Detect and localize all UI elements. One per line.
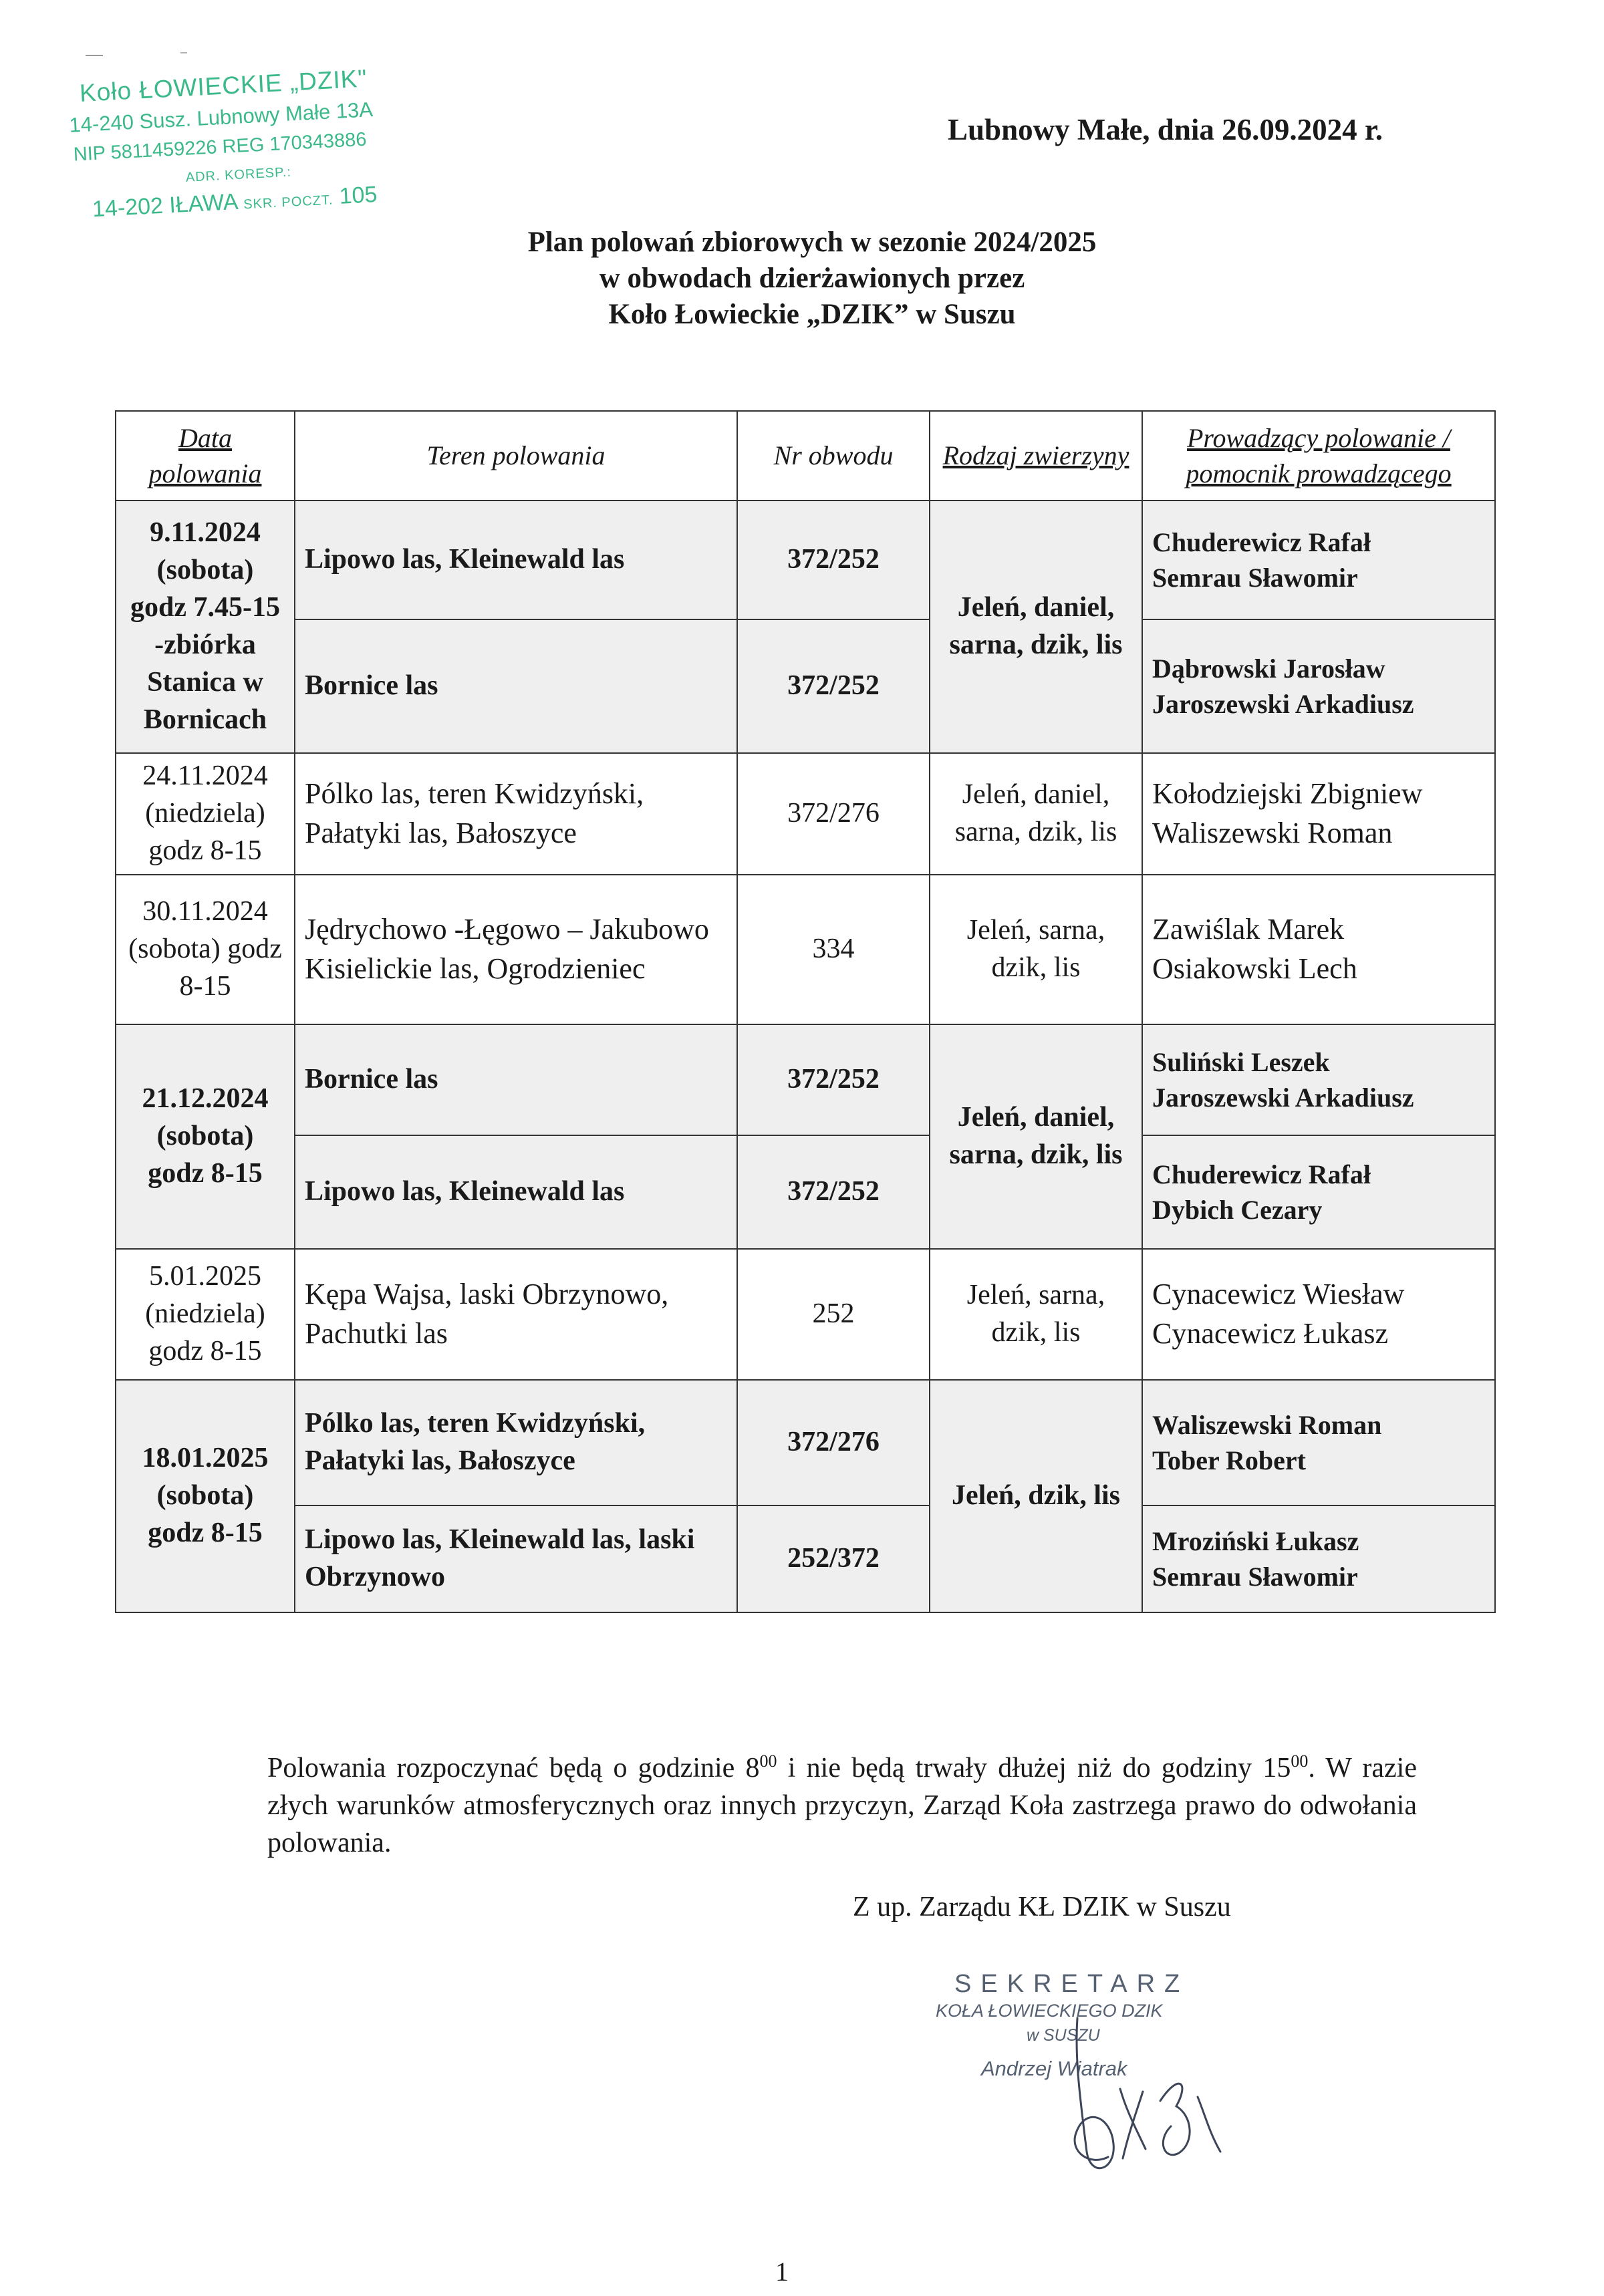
table-row bbox=[116, 753, 1495, 875]
hunt-game: Jeleń, daniel, sarna, dzik, lis bbox=[930, 500, 1142, 753]
stamp-line: NIP 5811459226 REG 170343886 bbox=[73, 128, 368, 166]
hunt-area: Bornice las bbox=[295, 1024, 737, 1135]
header-leader bbox=[1142, 411, 1495, 500]
stamp-city: 14-202 IŁAWA bbox=[92, 188, 238, 223]
hunt-district: 372/252 bbox=[737, 1135, 930, 1249]
table-row bbox=[116, 619, 1495, 753]
hunt-area: Bornice las bbox=[295, 619, 737, 753]
table-row bbox=[116, 500, 1495, 619]
stamp-line bbox=[92, 182, 378, 223]
hunt-leaders bbox=[1142, 1024, 1495, 1135]
note-superscript: 00 bbox=[1291, 1751, 1309, 1771]
leader-name: Kołodziejski Zbigniew bbox=[1152, 777, 1423, 811]
assistant-name: Semrau Sławomir bbox=[1152, 563, 1358, 593]
hunt-area: Lipowo las, Kleinewald las bbox=[295, 500, 737, 619]
hunt-schedule-table bbox=[115, 410, 1496, 1613]
schedule-note bbox=[267, 1743, 1417, 1862]
hunt-leaders bbox=[1142, 875, 1495, 1024]
hunt-leaders bbox=[1142, 500, 1495, 619]
table-row bbox=[116, 1505, 1495, 1612]
stamp-box-label: SKR. POCZT. bbox=[243, 192, 334, 212]
hunt-district: 372/252 bbox=[737, 500, 930, 619]
place-and-date: Lubnowy Małe, dnia 26.09.2024 r. bbox=[948, 113, 1383, 146]
table-header-row bbox=[116, 411, 1495, 500]
leader-name: Dąbrowski Jarosław bbox=[1152, 653, 1385, 684]
leader-name: Waliszewski Roman bbox=[1152, 1409, 1382, 1440]
hunt-date: 18.01.2025 (sobota) godz 8-15 bbox=[116, 1380, 295, 1612]
table-row bbox=[116, 875, 1495, 1024]
table-row bbox=[116, 1135, 1495, 1249]
table-row bbox=[116, 1024, 1495, 1135]
assistant-name: Tober Robert bbox=[1152, 1445, 1306, 1475]
hunt-district: 334 bbox=[737, 875, 930, 1024]
hunt-area: Jędrychowo -Łęgowo – Jakubowo Kisielickie las, Ogrodzieniec bbox=[295, 875, 737, 1024]
table-row bbox=[116, 1249, 1495, 1380]
assistant-name: Jaroszewski Arkadiusz bbox=[1152, 1083, 1414, 1113]
hunt-date: 9.11.2024 (sobota) godz 7.45-15 -zbiórka Stanica w Bornicach bbox=[116, 500, 295, 753]
handwritten-signature bbox=[922, 1958, 1323, 2185]
title-line: Plan polowań zbiorowych w sezonie 2024/2025 bbox=[527, 227, 1097, 258]
stamp-line: KOŁA ŁOWIECKIEGO DZIK bbox=[936, 2001, 1163, 2021]
leader-name: Chuderewicz Rafał bbox=[1152, 527, 1371, 557]
hunt-area: Lipowo las, Kleinewald las, laski Obrzynowo bbox=[295, 1505, 737, 1612]
organization-stamp bbox=[67, 61, 449, 247]
note-text: . W razie złych warunków atmosferycznych oraz innych przyczyn, Zarząd Koła zastrzega prawo do odwołania polowania. bbox=[267, 1753, 1417, 1858]
hunt-date: 21.12.2024 (sobota) godz 8-15 bbox=[116, 1024, 295, 1249]
title-line: w obwodach dzierżawionych przez bbox=[599, 263, 1025, 294]
stamp-line: Koło ŁOWIECKIE „DZIK" bbox=[78, 64, 368, 108]
hunt-game: Jeleń, daniel, sarna, dzik, lis bbox=[930, 1024, 1142, 1249]
hunt-area: Pólko las, teren Kwidzyński, Pałatyki las, Bałoszyce bbox=[295, 753, 737, 875]
hunt-game: Jeleń, dzik, lis bbox=[930, 1380, 1142, 1612]
stamp-line: SEKRETARZ bbox=[954, 1970, 1190, 1998]
hunt-district: 372/252 bbox=[737, 619, 930, 753]
document-title bbox=[401, 225, 1223, 333]
leader-name: Chuderewicz Rafał bbox=[1152, 1159, 1371, 1189]
header-date bbox=[116, 411, 295, 500]
hunt-leaders bbox=[1142, 1380, 1495, 1505]
hunt-district: 252 bbox=[737, 1249, 930, 1380]
hunt-leaders bbox=[1142, 753, 1495, 875]
hunt-date: 5.01.2025 (niedziela) godz 8-15 bbox=[116, 1249, 295, 1380]
hunt-area: Kępa Wajsa, laski Obrzynowo, Pachutki las bbox=[295, 1249, 737, 1380]
leader-name: Cynacewicz Wiesław bbox=[1152, 1278, 1405, 1311]
signature-stamp bbox=[922, 1958, 1323, 2185]
hunt-leaders bbox=[1142, 619, 1495, 753]
header-area: Teren polowania bbox=[295, 411, 737, 500]
assistant-name: Dybich Cezary bbox=[1152, 1195, 1323, 1225]
note-text: i nie będą trwały dłużej niż do godziny 15 bbox=[777, 1753, 1291, 1783]
assistant-name: Jaroszewski Arkadiusz bbox=[1152, 689, 1414, 719]
hunt-area: Lipowo las, Kleinewald las bbox=[295, 1135, 737, 1249]
hunt-game: Jeleń, daniel, sarna, dzik, lis bbox=[930, 753, 1142, 875]
hunt-district: 372/252 bbox=[737, 1024, 930, 1135]
stamp-line: ADR. KORESP.: bbox=[185, 164, 292, 185]
assistant-name: Waliszewski Roman bbox=[1152, 817, 1393, 849]
header-game-label: Rodzaj zwierzyny bbox=[942, 440, 1129, 471]
hunt-district: 252/372 bbox=[737, 1505, 930, 1612]
leader-name: Zawiślak Marek bbox=[1152, 913, 1345, 946]
stamp-line: w SUSZU bbox=[1027, 2026, 1100, 2045]
hunt-leaders bbox=[1142, 1505, 1495, 1612]
leader-name: Mroziński Łukasz bbox=[1152, 1526, 1359, 1556]
header-game bbox=[930, 411, 1142, 500]
hunt-date: 24.11.2024 (niedziela) godz 8-15 bbox=[116, 753, 295, 875]
header-leader-label: Prowadzący polowanie / pomocnik prowadzącego bbox=[1186, 422, 1452, 488]
leader-name: Suliński Leszek bbox=[1152, 1046, 1330, 1077]
assistant-name: Cynacewicz Łukasz bbox=[1152, 1317, 1389, 1350]
header-district: Nr obwodu bbox=[737, 411, 930, 500]
hunt-area: Pólko las, teren Kwidzyński, Pałatyki las, Bałoszyce bbox=[295, 1380, 737, 1505]
page-number: 1 bbox=[775, 2257, 789, 2287]
assistant-name: Osiakowski Lech bbox=[1152, 952, 1357, 985]
stamp-line: 14-240 Susz. Lubnowy Małe 13A bbox=[68, 98, 374, 137]
note-text: Polowania rozpoczynać będą o godzinie 8 bbox=[267, 1753, 760, 1783]
hunt-date: 30.11.2024 (sobota) godz 8-15 bbox=[116, 875, 295, 1024]
hunt-game: Jeleń, sarna, dzik, lis bbox=[930, 875, 1142, 1024]
hunt-district: 372/276 bbox=[737, 1380, 930, 1505]
note-superscript: 00 bbox=[759, 1751, 777, 1771]
title-line: Koło Łowieckie „DZIK” w Suszu bbox=[608, 299, 1016, 330]
signoff-line: Z up. Zarządu KŁ DZIK w Suszu bbox=[853, 1892, 1231, 1922]
hunt-game: Jeleń, sarna, dzik, lis bbox=[930, 1249, 1142, 1380]
stamp-box-number: 105 bbox=[338, 181, 378, 209]
stamp-line: Andrzej Wiatrak bbox=[981, 2057, 1127, 2080]
hunt-district: 372/276 bbox=[737, 753, 930, 875]
table-row bbox=[116, 1380, 1495, 1505]
scribble-mark bbox=[86, 55, 103, 56]
header-date-label: Data polowania bbox=[148, 422, 262, 488]
scribble-mark bbox=[180, 52, 187, 53]
hunt-leaders bbox=[1142, 1249, 1495, 1380]
assistant-name: Semrau Sławomir bbox=[1152, 1562, 1358, 1592]
hunt-leaders bbox=[1142, 1135, 1495, 1249]
